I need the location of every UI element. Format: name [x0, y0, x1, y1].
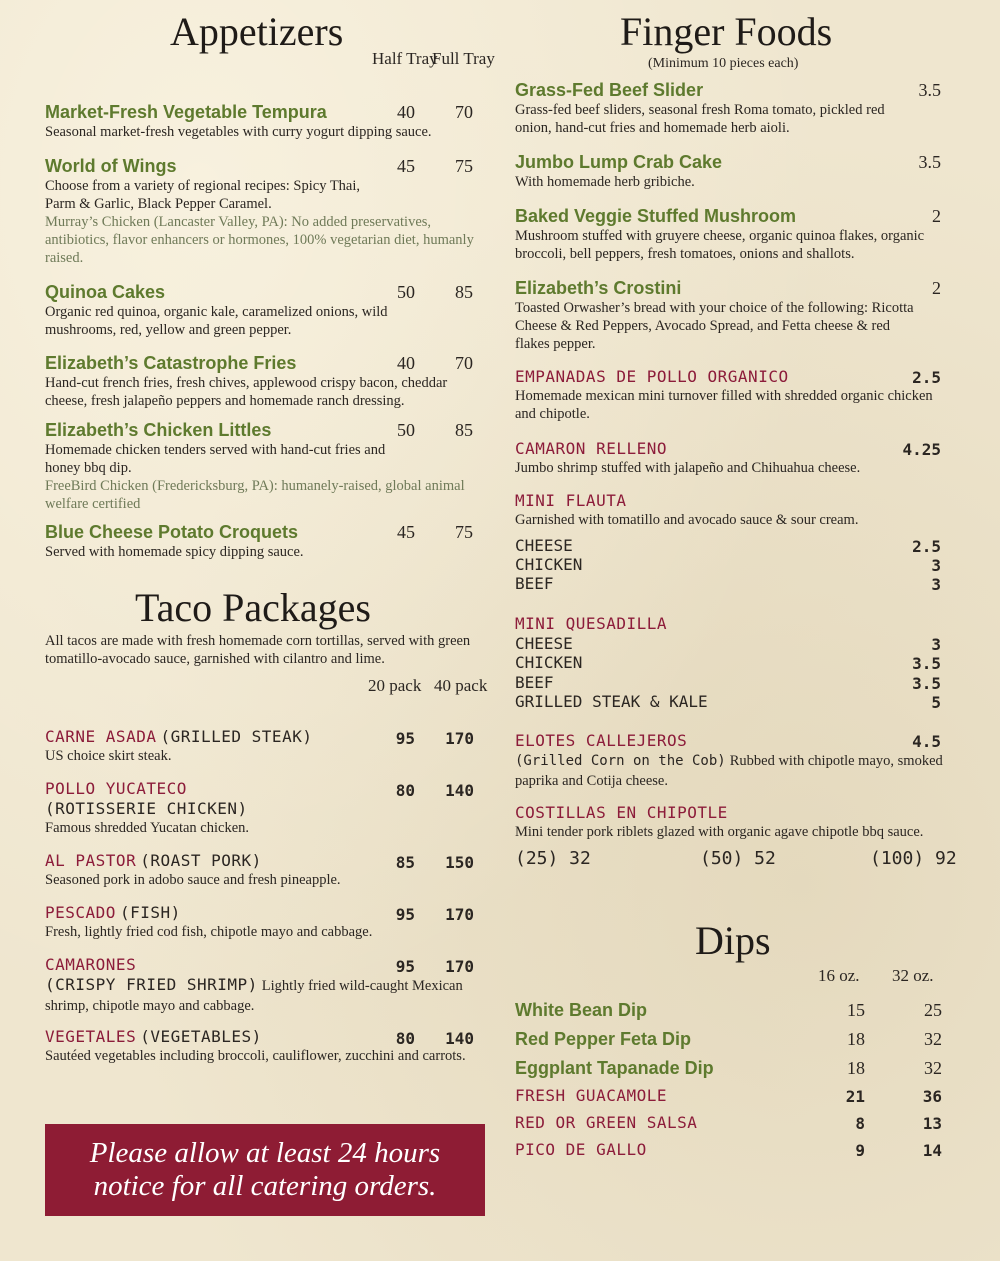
- finger-foods-subtitle: (Minimum 10 pieces each): [648, 56, 799, 71]
- price: 3.5: [918, 152, 941, 172]
- dip-price-32: 14: [922, 1141, 942, 1160]
- price-half: 40: [397, 353, 415, 373]
- menu-item-desc: Toasted Orwasher’s bread with your choice of the following: Ricotta Cheese & Red Peppers, Avocado Spread, and Fetta cheese & red flakes pepper.: [515, 300, 914, 352]
- dip-name: Eggplant Tapanade Dip: [515, 1058, 714, 1078]
- menu-item-desc: Rubbed with chipotle mayo, smoked paprika and Cotija cheese.: [515, 753, 943, 789]
- option-price: 3.5: [912, 654, 941, 673]
- taco-translation: (CRISPY FRIED SHRIMP): [45, 975, 258, 994]
- price-40: 140: [445, 1029, 474, 1048]
- catering-notice-banner: Please allow at least 24 hours notice for all catering orders.: [45, 1124, 485, 1216]
- menu-item-desc: Choose from a variety of regional recipes: Spicy Thai, Parm & Garlic, Black Pepper Caramel.: [45, 178, 361, 212]
- taco-intro: All tacos are made with fresh homemade corn tortillas, served with green tomatillo-avocado sauce, garnished with cilantro and lime.: [45, 633, 471, 667]
- dip-price-32: 36: [922, 1087, 942, 1106]
- option-price: 2.5: [912, 537, 941, 556]
- menu-item-name: ELOTES CALLEJEROS: [515, 731, 688, 750]
- taco-name: AL PASTOR: [45, 851, 137, 870]
- menu-item-note: FreeBird Chicken (Fredericksburg, PA): humanely-raised, global animal welfare certified: [45, 478, 465, 512]
- appetizers-title: Appetizers: [170, 9, 344, 54]
- price-20: 80: [395, 1029, 415, 1048]
- price-40: 170: [445, 957, 474, 976]
- dip-price-32: 13: [922, 1114, 942, 1133]
- taco-desc: Sautéed vegetables including broccoli, cauliflower, zucchini and carrots.: [45, 1048, 466, 1064]
- menu-item-desc: Jumbo shrimp stuffed with jalapeño and Chihuahua cheese.: [515, 460, 861, 476]
- taco-desc: US choice skirt steak.: [45, 748, 172, 764]
- price: 2.5: [912, 368, 941, 387]
- taco-desc: Seasoned pork in adobo sauce and fresh pineapple.: [45, 872, 341, 888]
- price-40: 170: [445, 905, 474, 924]
- dips-16oz-header: 16 oz.: [818, 966, 860, 985]
- taco-desc: Fresh, lightly fried cod fish, chipotle mayo and cabbage.: [45, 924, 373, 940]
- dip-name: White Bean Dip: [515, 1000, 648, 1020]
- price-full: 75: [455, 522, 473, 542]
- price-20: 85: [395, 853, 415, 872]
- taco-item-title: [45, 903, 181, 923]
- option-label: CHEESE: [515, 536, 573, 555]
- menu-item-desc: Served with homemade spicy dipping sauce.: [45, 544, 304, 560]
- taco-desc: Famous shredded Yucatan chicken.: [45, 820, 250, 836]
- menu-item-name: Elizabeth’s Crostini: [515, 278, 682, 298]
- full-tray-header: Full Tray: [432, 49, 495, 68]
- price: 4.25: [902, 440, 941, 459]
- taco-translation: (GRILLED STEAK): [160, 727, 313, 746]
- taco-translation: (ROAST PORK): [140, 851, 262, 870]
- menu-item-name: MINI QUESADILLA: [515, 614, 667, 633]
- option-label: BEEF: [515, 673, 554, 692]
- taco-name: POLLO YUCATECO: [45, 779, 187, 798]
- taco-packages-title: Taco Packages: [135, 585, 371, 630]
- price-full: 85: [455, 420, 473, 440]
- menu-item-desc: Garnished with tomatillo and avocado sauce & sour cream.: [515, 512, 859, 528]
- dip-price-16: 15: [847, 1000, 865, 1020]
- menu-item-name: COSTILLAS EN CHIPOTLE: [515, 803, 728, 822]
- price-40: 140: [445, 781, 474, 800]
- taco-desc: Lightly fried wild-caught Mexican shrimp, chipotle mayo and cabbage.: [45, 978, 463, 1014]
- price-20: 80: [395, 781, 415, 800]
- menu-item-desc: Organic red quinoa, organic kale, caramelized onions, wild mushrooms, red, yellow and green pepper.: [45, 304, 388, 338]
- menu-item-desc: Hand-cut french fries, fresh chives, applewood crispy bacon, cheddar cheese, fresh jalapeño peppers and homemade ranch dressing.: [45, 375, 448, 409]
- dip-name: FRESH GUACAMOLE: [515, 1086, 667, 1105]
- option-label: CHICKEN: [515, 653, 583, 672]
- taco-name: VEGETALES: [45, 1027, 137, 1046]
- dip-price-32: 32: [924, 1058, 942, 1078]
- price-half: 50: [397, 282, 415, 302]
- menu-item-name: Baked Veggie Stuffed Mushroom: [515, 206, 797, 226]
- taco-name: CAMARONES: [45, 955, 137, 974]
- menu-item-name: EMPANADAS DE POLLO ORGANICO: [515, 367, 789, 386]
- menu-item-name: Elizabeth’s Chicken Littles: [45, 420, 272, 440]
- price-half: 40: [397, 102, 415, 122]
- price-half: 45: [397, 156, 415, 176]
- price-half: 50: [397, 420, 415, 440]
- price: 3.5: [918, 80, 941, 100]
- price-40: 150: [445, 853, 474, 872]
- price-20: 95: [395, 905, 415, 924]
- price-20: 95: [395, 957, 415, 976]
- menu-item-name: Grass-Fed Beef Slider: [515, 80, 704, 100]
- price-20: 95: [395, 729, 415, 748]
- option-label: CHICKEN: [515, 555, 583, 574]
- price-full: 75: [455, 156, 473, 176]
- menu-item-name: MINI FLAUTA: [515, 491, 627, 510]
- menu-item-desc: Grass-fed beef sliders, seasonal fresh Roma tomato, pickled red onion, hand-cut fries and homemade herb aioli.: [515, 102, 885, 136]
- menu-item-name: Quinoa Cakes: [45, 282, 166, 302]
- pack-40-header: 40 pack: [434, 676, 488, 695]
- dip-price-16: 8: [855, 1114, 865, 1133]
- option-label: GRILLED STEAK & KALE: [515, 692, 708, 711]
- price-half: 45: [397, 522, 415, 542]
- option-price: 3: [931, 635, 941, 654]
- taco-name: CARNE ASADA: [45, 727, 157, 746]
- dip-name: RED OR GREEN SALSA: [515, 1113, 698, 1132]
- menu-item-name: Market-Fresh Vegetable Tempura: [45, 102, 327, 122]
- dip-price-16: 18: [847, 1029, 865, 1049]
- menu-item-desc: Mushroom stuffed with gruyere cheese, organic quinoa flakes, organic broccoli, bell peppers, fresh tomatoes, onions and shallots.: [515, 228, 925, 262]
- finger-foods-title: Finger Foods: [620, 9, 833, 54]
- dip-name: PICO DE GALLO: [515, 1140, 647, 1159]
- menu-item-body: [515, 751, 960, 791]
- taco-item-title: [45, 851, 262, 871]
- price-full: 85: [455, 282, 473, 302]
- taco-translation: (ROTISSERIE CHICKEN): [45, 799, 248, 818]
- dip-name: Red Pepper Feta Dip: [515, 1029, 692, 1049]
- dip-price-16: 21: [845, 1087, 865, 1106]
- menu-item-name: World of Wings: [45, 156, 177, 176]
- taco-item-title: [45, 727, 312, 747]
- menu-item-translation: (Grilled Corn on the Cob): [515, 753, 726, 769]
- taco-name: PESCADO: [45, 903, 116, 922]
- option-price: 5: [931, 693, 941, 712]
- option-price: 3: [931, 575, 941, 594]
- price-full: 70: [455, 102, 473, 122]
- menu-item-desc: Mini tender pork riblets glazed with organic agave chipotle bbq sauce.: [515, 824, 924, 840]
- tier-price: (100) 92: [870, 848, 957, 869]
- price: 2: [932, 278, 941, 298]
- price: 4.5: [912, 732, 941, 751]
- tier-price: (25) 32: [515, 848, 591, 869]
- dips-32oz-header: 32 oz.: [892, 966, 934, 985]
- option-label: BEEF: [515, 574, 554, 593]
- menu-item-name: Elizabeth’s Catastrophe Fries: [45, 353, 297, 373]
- taco-item-title: [45, 1027, 262, 1047]
- option-price: 3.5: [912, 674, 941, 693]
- taco-item-body: [45, 975, 490, 1016]
- half-tray-header: Half Tray: [372, 49, 438, 68]
- dips-title: Dips: [695, 918, 771, 963]
- menu-item-name: Blue Cheese Potato Croquets: [45, 522, 299, 542]
- taco-translation: (VEGETABLES): [140, 1027, 262, 1046]
- dip-price-32: 32: [924, 1029, 942, 1049]
- dip-price-16: 18: [847, 1058, 865, 1078]
- option-price: 3: [931, 556, 941, 575]
- taco-translation: (FISH): [119, 903, 181, 922]
- menu-item-note: Murray’s Chicken (Lancaster Valley, PA): No added preservatives, antibiotics, flavor enhancers or hormones, 100% vegetarian diet, humanly raised.: [45, 214, 474, 266]
- menu-item-desc: Homemade chicken tenders served with hand-cut fries and honey bbq dip.: [45, 442, 386, 476]
- dip-price-16: 9: [855, 1141, 865, 1160]
- price: 2: [932, 206, 941, 226]
- tier-price: (50) 52: [700, 848, 776, 869]
- option-label: CHEESE: [515, 634, 573, 653]
- menu-item-desc: With homemade herb gribiche.: [515, 174, 695, 190]
- price-40: 170: [445, 729, 474, 748]
- menu-item-name: Jumbo Lump Crab Cake: [515, 152, 723, 172]
- price-full: 70: [455, 353, 473, 373]
- dip-price-32: 25: [924, 1000, 942, 1020]
- menu-item-desc: Seasonal market-fresh vegetables with curry yogurt dipping sauce.: [45, 124, 432, 140]
- menu-item-desc: Homemade mexican mini turnover filled with shredded organic chicken and chipotle.: [515, 388, 933, 422]
- menu-item-name: CAMARON RELLENO: [515, 439, 667, 458]
- pack-20-header: 20 pack: [368, 676, 422, 695]
